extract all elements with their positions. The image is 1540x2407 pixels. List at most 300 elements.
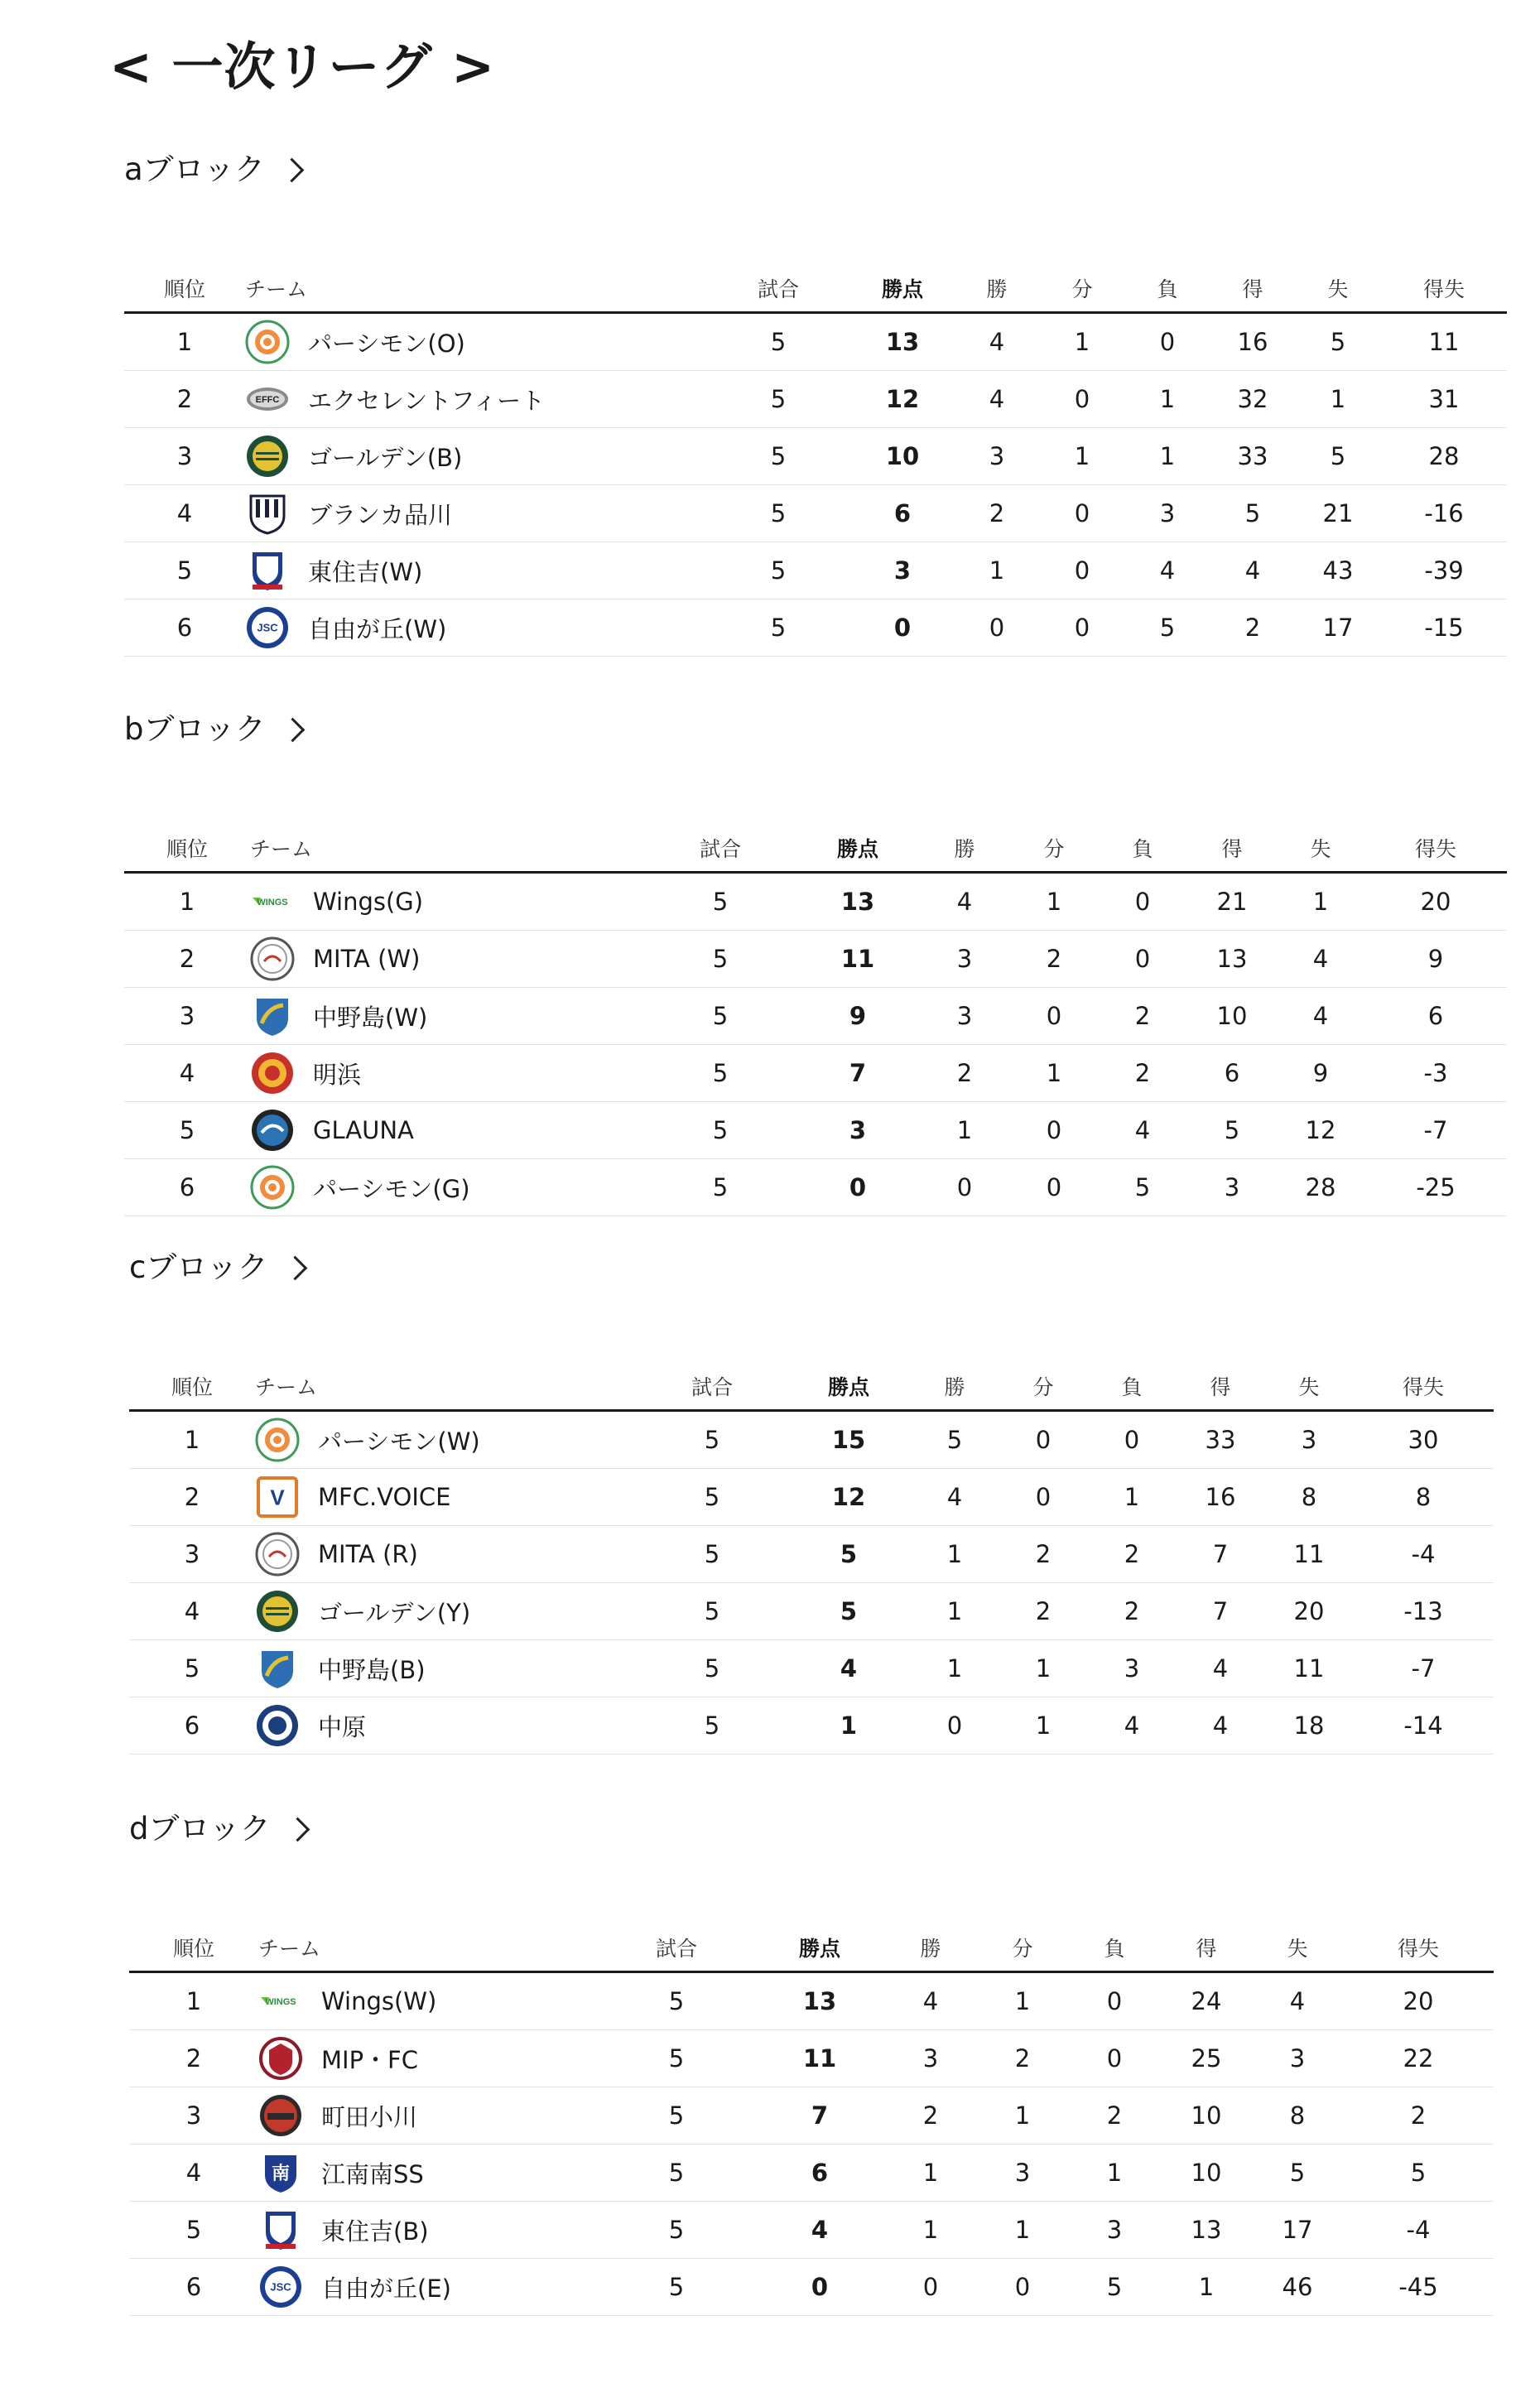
golden-logo — [255, 1589, 300, 1634]
col-header-rank: 順位 — [124, 267, 245, 313]
cell-losses: 0 — [1068, 1972, 1161, 2030]
team-name: 自由が丘(W) — [308, 614, 447, 643]
standings-table — [129, 1365, 1494, 1755]
cell-goal-diff: 22 — [1343, 2030, 1494, 2087]
cell-team — [245, 371, 705, 428]
col-header-points: 勝点 — [755, 1926, 884, 1972]
table-row — [129, 1526, 1494, 1583]
team-name: MFC.VOICE — [318, 1483, 451, 1511]
cell-wins: 4 — [954, 313, 1040, 371]
col-header-losses: 負 — [1088, 1365, 1176, 1411]
col-header-team: チーム — [258, 1926, 598, 1972]
cell-goals-for: 5 — [1210, 485, 1295, 542]
chevron-right-icon — [280, 158, 305, 183]
team-name: GLAUNA — [313, 1116, 414, 1144]
col-header-losses: 負 — [1068, 1926, 1161, 1972]
cell-points: 5 — [787, 1526, 911, 1583]
cell-goals-for: 4 — [1176, 1640, 1265, 1697]
cell-played: 5 — [638, 1697, 787, 1755]
cell-goal-diff: 20 — [1364, 873, 1507, 931]
table-row — [124, 313, 1507, 371]
block-title: bブロック — [124, 711, 266, 747]
cell-team — [250, 1102, 644, 1159]
cell-goals-for: 5 — [1187, 1102, 1277, 1159]
cell-rank: 4 — [129, 2145, 258, 2202]
cell-played: 5 — [638, 1469, 787, 1526]
cell-rank: 4 — [124, 485, 245, 542]
team-name: パーシモン(G) — [313, 1174, 470, 1203]
table-row — [129, 2145, 1494, 2202]
svg-text:WINGS: WINGS — [265, 1996, 296, 2007]
cell-points: 11 — [796, 931, 919, 988]
cell-played: 5 — [644, 931, 796, 988]
cell-goal-diff: 9 — [1364, 931, 1507, 988]
cell-goals-for: 3 — [1187, 1159, 1277, 1216]
cell-goals-against: 21 — [1295, 485, 1381, 542]
team-name: 町田小川 — [321, 2102, 418, 2131]
cell-goals-against: 17 — [1295, 599, 1381, 657]
cell-goals-against: 4 — [1252, 1972, 1343, 2030]
svg-text:JSC: JSC — [257, 621, 278, 634]
cell-rank: 1 — [124, 313, 245, 371]
cell-goals-against: 28 — [1277, 1159, 1364, 1216]
cell-team — [258, 2030, 598, 2087]
table-row — [124, 873, 1507, 931]
cell-goal-diff: -39 — [1381, 542, 1507, 599]
col-header-played: 試合 — [638, 1365, 787, 1411]
col-header-rank: 順位 — [129, 1926, 258, 1972]
persimmon-logo — [255, 1418, 300, 1462]
persimmon-logo — [250, 1165, 295, 1210]
cell-losses: 2 — [1088, 1526, 1176, 1583]
cell-goals-against: 3 — [1252, 2030, 1343, 2087]
cell-goal-diff: 5 — [1343, 2145, 1494, 2202]
cell-rank: 6 — [124, 599, 245, 657]
col-header-losses: 負 — [1124, 267, 1210, 313]
cell-wins: 0 — [911, 1697, 999, 1755]
wings-logo — [258, 1979, 303, 2024]
cell-rank: 4 — [124, 1045, 250, 1102]
block-c-heading-link[interactable] — [129, 1249, 304, 1285]
col-header-played: 試合 — [598, 1926, 755, 1972]
cell-draws: 1 — [1010, 873, 1098, 931]
cell-played: 5 — [598, 2087, 755, 2145]
cell-rank: 2 — [129, 2030, 258, 2087]
cell-draws: 1 — [977, 2202, 1068, 2259]
cell-goals-for: 13 — [1187, 931, 1277, 988]
table-row — [129, 2087, 1494, 2145]
cell-goals-for: 2 — [1210, 599, 1295, 657]
cell-goal-diff: -15 — [1381, 599, 1507, 657]
cell-team — [245, 313, 705, 371]
branca-logo — [245, 491, 290, 536]
cell-rank: 5 — [129, 1640, 255, 1697]
cell-played: 5 — [598, 2202, 755, 2259]
golden-logo — [245, 434, 290, 479]
col-header-goal-diff: 得失 — [1343, 1926, 1494, 1972]
cell-points: 3 — [796, 1102, 919, 1159]
cell-points: 0 — [796, 1159, 919, 1216]
col-header-team: チーム — [255, 1365, 638, 1411]
table-row — [129, 1697, 1494, 1755]
cell-wins: 0 — [919, 1159, 1010, 1216]
col-header-team: チーム — [245, 267, 705, 313]
cell-played: 5 — [638, 1526, 787, 1583]
cell-rank: 6 — [129, 1697, 255, 1755]
col-header-played: 試合 — [644, 826, 796, 873]
col-header-losses: 負 — [1098, 826, 1187, 873]
chevron-right-icon — [282, 1256, 307, 1281]
ogawa-logo — [258, 2093, 303, 2138]
cell-played: 5 — [705, 599, 851, 657]
cell-goal-diff: -4 — [1353, 1526, 1494, 1583]
cell-goals-against: 8 — [1265, 1469, 1353, 1526]
cell-wins: 5 — [911, 1411, 999, 1469]
chevron-right-icon — [285, 1817, 310, 1842]
cell-goals-for: 13 — [1161, 2202, 1252, 2259]
cell-rank: 3 — [129, 2087, 258, 2145]
cell-team — [255, 1411, 638, 1469]
cell-points: 13 — [796, 873, 919, 931]
cell-wins: 3 — [919, 988, 1010, 1045]
cell-goals-against: 46 — [1252, 2259, 1343, 2316]
cell-rank: 5 — [124, 542, 245, 599]
cell-losses: 2 — [1098, 988, 1187, 1045]
cell-rank: 3 — [124, 428, 245, 485]
table-row — [129, 1972, 1494, 2030]
team-name: ブランカ品川 — [308, 500, 453, 529]
cell-losses: 3 — [1124, 485, 1210, 542]
team-name: パーシモン(O) — [308, 329, 465, 358]
cell-goals-against: 20 — [1265, 1583, 1353, 1640]
cell-draws: 0 — [1040, 485, 1124, 542]
cell-goal-diff: 6 — [1364, 988, 1507, 1045]
cell-draws: 0 — [1040, 599, 1124, 657]
voice-logo — [255, 1475, 300, 1519]
team-name: 自由が丘(E) — [321, 2274, 451, 2303]
team-name: 明浜 — [313, 1060, 362, 1089]
cell-points: 10 — [851, 428, 954, 485]
cell-played: 5 — [705, 542, 851, 599]
col-header-goals-for: 得 — [1176, 1365, 1265, 1411]
table-row — [124, 1045, 1507, 1102]
col-header-goals-against: 失 — [1252, 1926, 1343, 1972]
col-header-goal-diff: 得失 — [1381, 267, 1507, 313]
team-name: 東住吉(W) — [308, 557, 423, 586]
cell-goals-against: 11 — [1265, 1526, 1353, 1583]
cell-losses: 0 — [1068, 2030, 1161, 2087]
cell-rank: 6 — [124, 1159, 250, 1216]
cell-losses: 0 — [1124, 313, 1210, 371]
svg-text:EFFC: EFFC — [255, 394, 280, 405]
cell-goals-for: 10 — [1161, 2145, 1252, 2202]
cell-goals-for: 4 — [1176, 1697, 1265, 1755]
table-row — [129, 2202, 1494, 2259]
higashisumiyoshi-logo — [258, 2207, 303, 2252]
block-a-heading-link[interactable] — [124, 154, 301, 185]
cell-losses: 2 — [1088, 1583, 1176, 1640]
cell-goal-diff: 11 — [1381, 313, 1507, 371]
cell-draws: 2 — [1010, 931, 1098, 988]
cell-team — [245, 485, 705, 542]
cell-played: 5 — [644, 873, 796, 931]
col-header-goals-for: 得 — [1187, 826, 1277, 873]
cell-rank: 5 — [124, 1102, 250, 1159]
cell-draws: 1 — [1040, 428, 1124, 485]
nakanoshima-logo — [250, 994, 295, 1038]
table-row — [124, 542, 1507, 599]
cell-goal-diff: 2 — [1343, 2087, 1494, 2145]
cell-goals-for: 7 — [1176, 1526, 1265, 1583]
team-name: ゴールデン(B) — [308, 443, 463, 472]
table-row — [124, 931, 1507, 988]
jsc-logo — [245, 605, 290, 650]
col-header-team: チーム — [250, 826, 644, 873]
cell-wins: 1 — [884, 2145, 977, 2202]
cell-losses: 0 — [1098, 931, 1187, 988]
cell-team — [250, 988, 644, 1045]
cell-goal-diff: -25 — [1364, 1159, 1507, 1216]
team-name: MITA (W) — [313, 945, 421, 973]
cell-wins: 1 — [954, 542, 1040, 599]
cell-wins: 4 — [954, 371, 1040, 428]
cell-draws: 0 — [1010, 988, 1098, 1045]
cell-rank: 2 — [124, 371, 245, 428]
cell-goals-against: 3 — [1265, 1411, 1353, 1469]
cell-team — [245, 542, 705, 599]
cell-draws: 2 — [999, 1583, 1088, 1640]
cell-team — [255, 1469, 638, 1526]
cell-draws: 1 — [977, 2087, 1068, 2145]
cell-goals-against: 5 — [1295, 313, 1381, 371]
block-d-heading-link[interactable] — [129, 1813, 306, 1844]
cell-played: 5 — [705, 313, 851, 371]
mip-logo — [258, 2036, 303, 2081]
higashisumiyoshi-logo — [245, 548, 290, 593]
cell-played: 5 — [638, 1411, 787, 1469]
cell-goals-for: 21 — [1187, 873, 1277, 931]
cell-goal-diff: -7 — [1353, 1640, 1494, 1697]
cell-points: 11 — [755, 2030, 884, 2087]
cell-played: 5 — [644, 1045, 796, 1102]
header-row — [124, 826, 1507, 873]
cell-points: 4 — [787, 1640, 911, 1697]
cell-goals-against: 5 — [1295, 428, 1381, 485]
jsc-logo — [258, 2265, 303, 2309]
cell-goals-against: 12 — [1277, 1102, 1364, 1159]
cell-team — [258, 2087, 598, 2145]
cell-goal-diff: 20 — [1343, 1972, 1494, 2030]
cell-goals-for: 32 — [1210, 371, 1295, 428]
cell-points: 6 — [755, 2145, 884, 2202]
col-header-wins: 勝 — [919, 826, 1010, 873]
col-header-goals-for: 得 — [1210, 267, 1295, 313]
cell-played: 5 — [598, 1972, 755, 2030]
cell-draws: 1 — [1010, 1045, 1098, 1102]
svg-text:南: 南 — [271, 2162, 291, 2183]
cell-team — [258, 2259, 598, 2316]
cell-played: 5 — [705, 371, 851, 428]
cell-rank: 4 — [129, 1583, 255, 1640]
cell-wins: 0 — [884, 2259, 977, 2316]
standings-table — [124, 826, 1507, 1216]
table-row — [124, 428, 1507, 485]
table-row — [124, 1159, 1507, 1216]
cell-goal-diff: -7 — [1364, 1102, 1507, 1159]
col-header-goals-against: 失 — [1295, 267, 1381, 313]
table-row — [129, 2030, 1494, 2087]
page-title: < 一次リーグ > — [109, 36, 496, 97]
col-header-draws: 分 — [1010, 826, 1098, 873]
team-name: パーシモン(W) — [318, 1427, 480, 1456]
cell-points: 7 — [796, 1045, 919, 1102]
cell-draws: 0 — [1040, 542, 1124, 599]
table-row — [124, 988, 1507, 1045]
cell-team — [250, 873, 644, 931]
cell-team — [258, 1972, 598, 2030]
block-title: dブロック — [129, 1811, 271, 1846]
cell-goal-diff: -14 — [1353, 1697, 1494, 1755]
cell-points: 0 — [851, 599, 954, 657]
col-header-wins: 勝 — [911, 1365, 999, 1411]
cell-goals-for: 6 — [1187, 1045, 1277, 1102]
cell-goal-diff: -3 — [1364, 1045, 1507, 1102]
cell-played: 5 — [644, 1102, 796, 1159]
col-header-goals-against: 失 — [1265, 1365, 1353, 1411]
cell-played: 5 — [644, 988, 796, 1045]
cell-goal-diff: 28 — [1381, 428, 1507, 485]
cell-goals-against: 4 — [1277, 931, 1364, 988]
cell-points: 0 — [755, 2259, 884, 2316]
col-header-goal-diff: 得失 — [1364, 826, 1507, 873]
cell-wins: 2 — [884, 2087, 977, 2145]
col-header-rank: 順位 — [124, 826, 250, 873]
cell-team — [258, 2202, 598, 2259]
cell-goals-for: 1 — [1161, 2259, 1252, 2316]
cell-points: 5 — [787, 1583, 911, 1640]
cell-draws: 1 — [977, 1972, 1068, 2030]
cell-team — [250, 931, 644, 988]
cell-played: 5 — [638, 1583, 787, 1640]
cell-wins: 2 — [954, 485, 1040, 542]
cell-draws: 0 — [1010, 1159, 1098, 1216]
block-b-heading-link[interactable] — [124, 711, 301, 747]
table-row — [129, 1469, 1494, 1526]
team-name: ゴールデン(Y) — [318, 1598, 471, 1627]
cell-losses: 3 — [1068, 2202, 1161, 2259]
table-row — [129, 1583, 1494, 1640]
block-title: cブロック — [129, 1249, 268, 1285]
cell-wins: 1 — [911, 1526, 999, 1583]
cell-rank: 5 — [129, 2202, 258, 2259]
persimmon-logo — [245, 320, 290, 364]
cell-goals-for: 16 — [1176, 1469, 1265, 1526]
cell-points: 3 — [851, 542, 954, 599]
cell-wins: 1 — [911, 1640, 999, 1697]
col-header-draws: 分 — [999, 1365, 1088, 1411]
cell-losses: 5 — [1098, 1159, 1187, 1216]
cell-goals-for: 16 — [1210, 313, 1295, 371]
cell-points: 9 — [796, 988, 919, 1045]
cell-losses: 2 — [1098, 1045, 1187, 1102]
mita-logo — [255, 1532, 300, 1577]
cell-goal-diff: -13 — [1353, 1583, 1494, 1640]
header-row — [129, 1926, 1494, 1972]
cell-goals-against: 1 — [1277, 873, 1364, 931]
cell-points: 12 — [851, 371, 954, 428]
cell-goal-diff: 8 — [1353, 1469, 1494, 1526]
cell-goal-diff: -45 — [1343, 2259, 1494, 2316]
cell-draws: 0 — [999, 1411, 1088, 1469]
cell-goals-for: 7 — [1176, 1583, 1265, 1640]
cell-wins: 1 — [884, 2202, 977, 2259]
table-row — [124, 599, 1507, 657]
cell-goal-diff: -4 — [1343, 2202, 1494, 2259]
col-header-rank: 順位 — [129, 1365, 255, 1411]
cell-draws: 1 — [1040, 313, 1124, 371]
team-name: エクセレントフィート — [308, 386, 546, 415]
cell-losses: 4 — [1124, 542, 1210, 599]
cell-team — [250, 1159, 644, 1216]
cell-losses: 5 — [1068, 2259, 1161, 2316]
cell-goals-against: 8 — [1252, 2087, 1343, 2145]
svg-text:V: V — [270, 1485, 285, 1510]
col-header-draws: 分 — [977, 1926, 1068, 1972]
cell-draws: 1 — [999, 1697, 1088, 1755]
cell-wins: 1 — [919, 1102, 1010, 1159]
cell-goal-diff: 31 — [1381, 371, 1507, 428]
glauna-logo — [250, 1108, 295, 1153]
cell-losses: 3 — [1088, 1640, 1176, 1697]
cell-played: 5 — [598, 2030, 755, 2087]
cell-draws: 2 — [977, 2030, 1068, 2087]
cell-wins: 3 — [919, 931, 1010, 988]
cell-losses: 0 — [1088, 1411, 1176, 1469]
cell-rank: 2 — [129, 1469, 255, 1526]
cell-played: 5 — [644, 1159, 796, 1216]
cell-team — [250, 1045, 644, 1102]
cell-goals-against: 5 — [1252, 2145, 1343, 2202]
header-row — [129, 1365, 1494, 1411]
table-row — [129, 2259, 1494, 2316]
cell-goals-for: 24 — [1161, 1972, 1252, 2030]
cell-draws: 2 — [999, 1526, 1088, 1583]
team-name: Wings(G) — [313, 888, 424, 916]
col-header-draws: 分 — [1040, 267, 1124, 313]
table-row — [124, 485, 1507, 542]
cell-team — [245, 599, 705, 657]
col-header-goal-diff: 得失 — [1353, 1365, 1494, 1411]
effc-logo — [245, 377, 290, 421]
cell-draws: 0 — [1010, 1102, 1098, 1159]
team-name: 中原 — [318, 1712, 367, 1741]
cell-played: 5 — [705, 485, 851, 542]
team-name: Wings(W) — [321, 1987, 437, 2015]
cell-wins: 4 — [884, 1972, 977, 2030]
cell-goals-for: 4 — [1210, 542, 1295, 599]
cell-points: 12 — [787, 1469, 911, 1526]
block-title: aブロック — [124, 152, 265, 187]
cell-points: 4 — [755, 2202, 884, 2259]
cell-goals-against: 18 — [1265, 1697, 1353, 1755]
standings-table — [124, 267, 1507, 657]
konan-logo — [258, 2150, 303, 2195]
cell-rank: 2 — [124, 931, 250, 988]
cell-losses: 4 — [1098, 1102, 1187, 1159]
cell-wins: 4 — [919, 873, 1010, 931]
cell-losses: 1 — [1124, 428, 1210, 485]
cell-points: 15 — [787, 1411, 911, 1469]
